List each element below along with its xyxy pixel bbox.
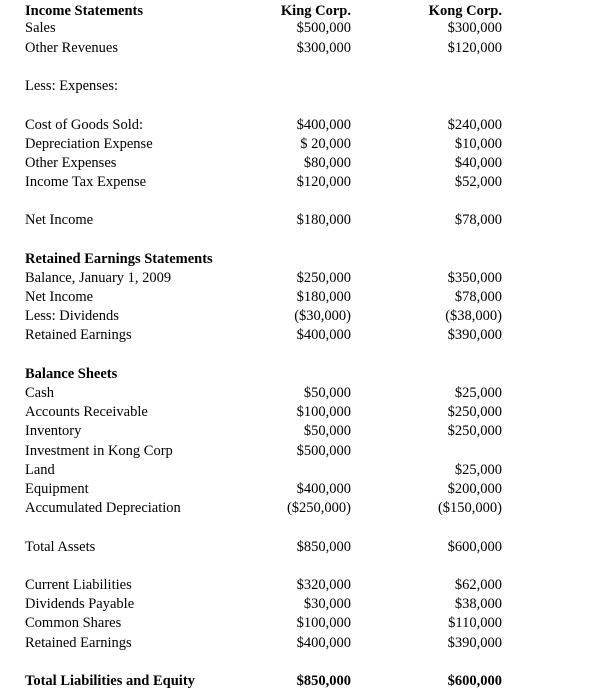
net-income-row [0, 211, 600, 230]
retained-earnings-title: Retained Earnings Statements [25, 251, 213, 267]
row-label: Less: Dividends [25, 308, 119, 324]
king-value: $320,000 [296, 577, 351, 593]
row-label: Cash [25, 385, 54, 401]
king-value: $400,000 [296, 635, 351, 651]
king-value: $400,000 [296, 481, 351, 497]
bs-retained-earnings-row [0, 634, 600, 653]
other-revenues-row [0, 39, 600, 58]
row-label: Dividends Payable [25, 596, 135, 612]
row-label: Investment in Kong Corp [25, 443, 173, 459]
kong-value: $200,000 [447, 481, 502, 497]
king-value: $300,000 [296, 40, 351, 56]
kong-value: $25,000 [454, 462, 502, 478]
kong-value: $250,000 [447, 404, 502, 420]
kong-value: $300,000 [447, 20, 502, 36]
king-value: $100,000 [296, 404, 351, 420]
kong-value: ($38,000) [445, 308, 502, 324]
king-value: $ 20,000 [300, 136, 351, 152]
row-label: Net Income [25, 289, 94, 305]
row-label: Sales [25, 20, 56, 36]
kong-value: $38,000 [454, 596, 502, 612]
common-shares-row [0, 614, 600, 633]
kong-value: ($150,000) [437, 500, 502, 516]
row-label: Balance, January 1, 2009 [25, 270, 172, 286]
row-label: Other Revenues [25, 40, 119, 56]
re-retained-earnings-row [0, 326, 600, 345]
kong-value: $52,000 [454, 174, 502, 190]
row-label: Cost of Goods Sold: [25, 117, 144, 133]
kong-value: $25,000 [454, 385, 502, 401]
king-value: $400,000 [296, 117, 351, 133]
equipment-row [0, 480, 600, 499]
kong-value: $600,000 [447, 539, 502, 555]
cogs-row [0, 116, 600, 135]
kong-value: $350,000 [447, 270, 502, 286]
row-label: Current Liabilities [25, 577, 132, 593]
kong-value: $62,000 [454, 577, 502, 593]
kong-value: $120,000 [447, 40, 502, 56]
current-liabilities-row [0, 576, 600, 595]
kong-value: $78,000 [454, 289, 502, 305]
kong-value: $10,000 [454, 136, 502, 152]
sales-row [0, 19, 600, 38]
row-label: Retained Earnings [25, 327, 132, 343]
king-value: ($30,000) [294, 308, 351, 324]
king-value: $180,000 [296, 212, 351, 228]
accounts-receivable-row [0, 403, 600, 422]
kong-value: $600,000 [447, 673, 502, 689]
total-assets-row [0, 538, 600, 557]
depreciation-row [0, 135, 600, 154]
king-value: $850,000 [296, 539, 351, 555]
dividends-payable-row [0, 595, 600, 614]
row-label: Accounts Receivable [25, 404, 148, 420]
total-liabilities-equity-row [0, 672, 600, 691]
land-row [0, 461, 600, 480]
king-value: $180,000 [296, 289, 351, 305]
row-label: Total Assets [25, 539, 96, 555]
king-corp-header: King Corp. [280, 3, 351, 19]
balance-jan-row [0, 269, 600, 288]
kong-value: $390,000 [447, 635, 502, 651]
row-label: Income Tax Expense [25, 174, 147, 190]
kong-value: $40,000 [454, 155, 502, 171]
kong-value: $250,000 [447, 423, 502, 439]
kong-value: $240,000 [447, 117, 502, 133]
re-net-income-row [0, 288, 600, 307]
income-statements-title: Income Statements [25, 3, 143, 19]
retained-earnings-title-row [0, 250, 600, 269]
king-value: $850,000 [296, 673, 351, 689]
row-label: Land [25, 462, 55, 478]
kong-value: $110,000 [448, 615, 502, 631]
king-value: $120,000 [296, 174, 351, 190]
cash-row [0, 384, 600, 403]
inventory-row [0, 422, 600, 441]
row-label: Retained Earnings [25, 635, 132, 651]
row-label: Other Expenses [25, 155, 117, 171]
king-value: $80,000 [303, 155, 351, 171]
king-value: $250,000 [296, 270, 351, 286]
row-label: Inventory [25, 423, 82, 439]
income-tax-row [0, 173, 600, 192]
investment-row [0, 442, 600, 461]
other-expenses-row [0, 154, 600, 173]
king-value: $500,000 [296, 443, 351, 459]
row-label: Net Income [25, 212, 94, 228]
balance-sheets-title: Balance Sheets [25, 366, 118, 382]
kong-value: $78,000 [454, 212, 502, 228]
row-label: Depreciation Expense [25, 136, 153, 152]
king-value: $50,000 [303, 423, 351, 439]
less-expenses-label: Less: Expenses: [25, 78, 119, 94]
dividends-row [0, 307, 600, 326]
king-value: $400,000 [296, 327, 351, 343]
king-value: $100,000 [296, 615, 351, 631]
king-value: ($250,000) [286, 500, 351, 516]
row-label: Equipment [25, 481, 89, 497]
kong-corp-header: Kong Corp. [428, 3, 502, 19]
accumulated-depreciation-row [0, 499, 600, 518]
row-label: Common Shares [25, 615, 122, 631]
king-value: $500,000 [296, 20, 351, 36]
less-expenses-row [0, 77, 600, 96]
king-value: $50,000 [303, 385, 351, 401]
balance-sheets-title-row [0, 365, 600, 384]
kong-value: $390,000 [447, 327, 502, 343]
row-label: Total Liabilities and Equity [25, 673, 195, 689]
king-value: $30,000 [303, 596, 351, 612]
row-label: Accumulated Depreciation [25, 500, 181, 516]
